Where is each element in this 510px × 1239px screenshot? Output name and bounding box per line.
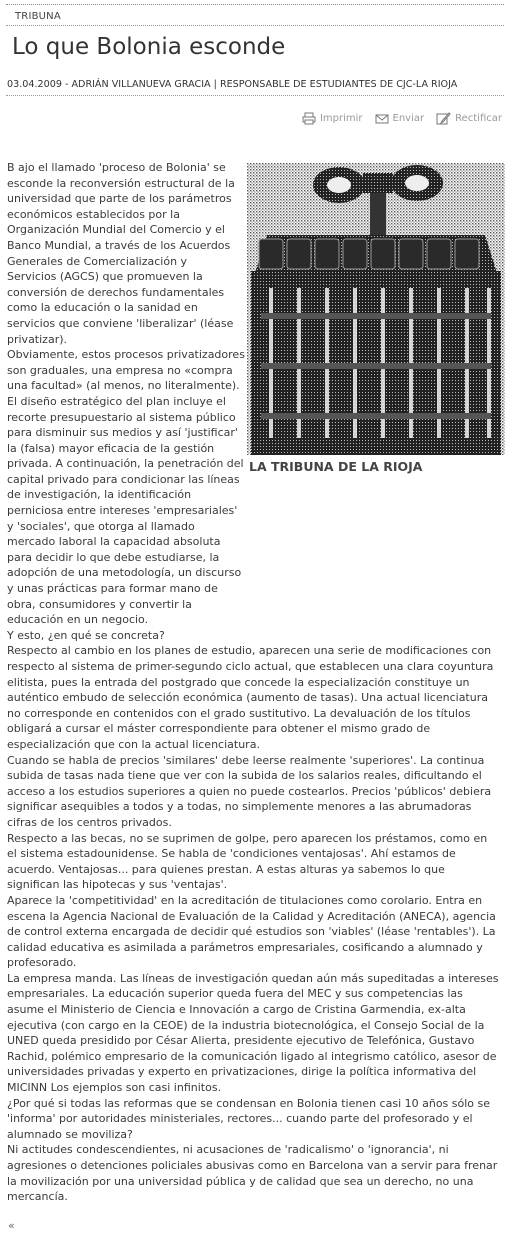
print-label: Imprimir bbox=[319, 113, 363, 124]
article-paragraph: Respecto al cambio en los planes de estudio, aparecen una serie de modificaciones con respecto al sistema de primer-segundo ciclo actual, que establecen una clara coyuntura elitista, pues la entrada del postgrado que concede la especialización constituye un auténtico embudo de selección económica (aumento de tasas). Una actual licenciatura no corresponde en contenidos con el grado sustitutivo. La devaluación de los títulos obligará a cursar el máster correspondiente para obtener el mismo grado de especialización que con la actual licenciatura. bbox=[7, 644, 494, 751]
article-paragraph: Aparece la 'competitividad' en la acreditación de titulaciones como corolario. Entra en escena la Agencia Nacional de Evaluación de la Calidad y Acreditación (ANECA), agencia de control externa encargada de decidir qué estudios son 'viables' (léase 'rentables'). La calidad educativa es asimilada a parámetros empresariales, cosificando a alumnado y profesorado. bbox=[7, 893, 496, 970]
rectify-label: Rectificar bbox=[455, 113, 502, 124]
article-paragraph: Respecto a las becas, no se suprimen de golpe, pero aparecen los préstamos, como en el sistema estadounidense. Se habla de 'condiciones ventajosas'. Ahí estamos de acuerdo. Ventajosas... para quienes prestan. A estas alturas ya sabemos lo que significan las hipotecas y sus 'ventajas'. bbox=[7, 831, 488, 892]
section-label: TRIBUNA bbox=[15, 11, 61, 22]
article-paragraph: Ni actitudes condescendientes, ni acusaciones de 'radicalismo' o 'ignorancia', ni agresiones o detenciones policiales abusivas como en Barcelona van a servir para frenar la movilización por una universidad pública y de calidad que sea un derecho, no una mercancía. bbox=[7, 1143, 498, 1204]
pencil-icon bbox=[436, 112, 451, 125]
send-label: Enviar bbox=[392, 113, 425, 124]
byline-divider bbox=[6, 95, 504, 96]
printer-icon bbox=[302, 112, 316, 125]
rectify-button[interactable] bbox=[436, 112, 502, 125]
article-toolbar bbox=[302, 112, 502, 125]
image-caption: LA TRIBUNA DE LA RIOJA bbox=[249, 459, 423, 474]
send-button[interactable] bbox=[375, 112, 425, 125]
section-divider bbox=[6, 25, 504, 26]
back-link[interactable]: « bbox=[8, 1219, 15, 1232]
article-paragraph: Y esto, ¿en qué se concreta? bbox=[7, 628, 165, 642]
article-paragraph: Cuando se habla de precios 'similares' debe leerse realmente 'superiores'. La continua subida de tasas nada tiene que ver con la subida de los salarios reales, dificultando el acceso a los estudios superiores a quien no puede costearlos. Precios 'públicos' debiera significar asequibles a todos y a todas, no simplemente menores a las abrumadoras cifras de los centros privados. bbox=[7, 753, 492, 829]
article-paragraph: B ajo el llamado 'proceso de Bolonia' se esconde la reconversión estructural de la universidad que parte de los parámetros económicos establecidos por la Organización Mundial del Comercio y el Banco Mundial, a través de los Acuerdos Generales de Comercialización y Servicios (AGCS) que promueven la conversión de derechos fundamentales como la educación o la sanidad en servicios que conviene 'liberalizar' (léase privatizar). bbox=[7, 161, 235, 346]
print-button[interactable] bbox=[302, 112, 363, 125]
article-byline: 03.04.2009 - ADRIÁN VILLANUEVA GRACIA | RESPONSABLE DE ESTUDIANTES DE CJC-LA RIOJA bbox=[7, 79, 458, 90]
article-paragraph: La empresa manda. Las líneas de investigación quedan aún más supeditadas a intereses empresariales. La educación superior queda fuera del MEC y sus competencias las asume el Ministerio de Ciencia e Innovación a cargo de Cristina Garmendia, ex-alta ejecutiva (con cargo en la CEOE) de la industria biotecnológica, el Consejo Social de la UNED queda presidido por César Alierta, presidente ejecutivo de Telefónica, Gustavo Rachid, polémico empresario de la comunicación ligado al integrismo católico, asesor de universidades privadas y experto en privatizaciones, dirige la política informativa del MICINN Los ejemplos son casi infinitos. bbox=[7, 971, 499, 1095]
article-paragraph: Obviamente, estos procesos privatizadores son graduales, una empresa no «compra una facultad» (al menos, no literalmente). El diseño estratégico del plan incluye el recorte presupuestario al sistema público para disminuir sus medios y así 'justificar' la (falsa) mayor eficacia de la gestión privada. A continuación, la penetración del capital privado para condicionar las líneas de investigación, la identificación perniciosa entre intereses 'empresariales' y 'sociales', que otorga al llamado mercado laboral la capacidad absoluta para decidir lo que debe estudiarse, la adopción de una metodología, un discurso y unas prácticas para formar mano de obra, consumidores y convertir la educación en un negocio. bbox=[7, 348, 245, 627]
top-divider bbox=[6, 4, 504, 5]
article-paragraph: ¿Por qué si todas las reformas que se condensan en Bolonia tienen casi 10 años sólo se 'informa' por autoridades ministeriales, rectores... cuando parte del profesorado y el alumnado se moviliza? bbox=[7, 1096, 491, 1141]
article-title: Lo que Bolonia esconde bbox=[12, 34, 286, 60]
article-body bbox=[7, 160, 499, 1205]
envelope-icon bbox=[375, 113, 389, 125]
